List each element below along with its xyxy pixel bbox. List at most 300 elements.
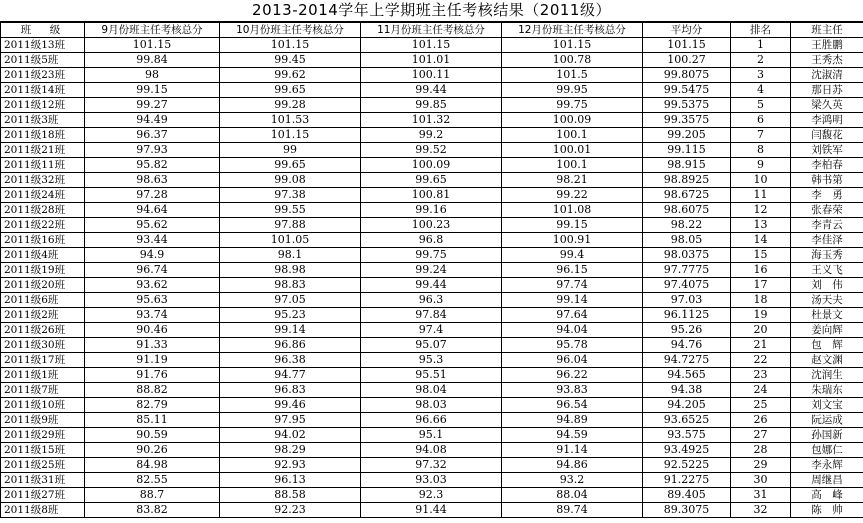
teacher-cell: 闫馥花 <box>791 128 863 143</box>
table-row <box>1 158 863 173</box>
nov-score-cell: 100.09 <box>361 158 502 173</box>
rank-cell: 2 <box>731 53 791 68</box>
teacher-cell: 周继昌 <box>791 473 863 488</box>
class-cell: 2011级1班 <box>1 368 85 383</box>
rank-cell: 31 <box>731 488 791 503</box>
class-cell: 2011级25班 <box>1 458 85 473</box>
oct-score-cell: 94.77 <box>220 368 361 383</box>
oct-score-cell: 101.05 <box>220 233 361 248</box>
teacher-cell: 王义飞 <box>791 263 863 278</box>
rank-cell: 15 <box>731 248 791 263</box>
dec-score-cell: 91.14 <box>502 443 643 458</box>
class-cell: 2011级12班 <box>1 98 85 113</box>
sep-score-cell: 90.46 <box>85 323 220 338</box>
average-cell: 99.3575 <box>643 113 731 128</box>
class-cell: 2011级14班 <box>1 83 85 98</box>
teacher-cell: 汤天夫 <box>791 293 863 308</box>
table-row <box>1 338 863 353</box>
teacher-cell: 高 峰 <box>791 488 863 503</box>
average-cell: 97.4075 <box>643 278 731 293</box>
table-row <box>1 83 863 98</box>
sep-score-cell: 90.59 <box>85 428 220 443</box>
teacher-cell: 张春荣 <box>791 203 863 218</box>
nov-score-cell: 92.3 <box>361 488 502 503</box>
dec-score-cell: 100.01 <box>502 143 643 158</box>
average-cell: 92.5225 <box>643 458 731 473</box>
average-cell: 95.26 <box>643 323 731 338</box>
teacher-cell: 李永辉 <box>791 458 863 473</box>
sep-score-cell: 96.37 <box>85 128 220 143</box>
rank-cell: 26 <box>731 413 791 428</box>
dec-score-cell: 98.21 <box>502 173 643 188</box>
sep-score-cell: 97.93 <box>85 143 220 158</box>
rank-cell: 21 <box>731 338 791 353</box>
oct-score-cell: 96.83 <box>220 383 361 398</box>
nov-score-cell: 100.11 <box>361 68 502 83</box>
average-cell: 99.5475 <box>643 83 731 98</box>
average-cell: 98.05 <box>643 233 731 248</box>
oct-score-cell: 101.15 <box>220 128 361 143</box>
average-cell: 100.27 <box>643 53 731 68</box>
nov-score-cell: 99.44 <box>361 278 502 293</box>
average-cell: 94.205 <box>643 398 731 413</box>
nov-score-cell: 101.32 <box>361 113 502 128</box>
rank-cell: 20 <box>731 323 791 338</box>
oct-score-cell: 96.38 <box>220 353 361 368</box>
dec-score-cell: 96.04 <box>502 353 643 368</box>
rank-cell: 3 <box>731 68 791 83</box>
teacher-cell: 姜向辉 <box>791 323 863 338</box>
class-cell: 2011级26班 <box>1 323 85 338</box>
average-cell: 98.8925 <box>643 173 731 188</box>
rank-cell: 16 <box>731 263 791 278</box>
dec-score-cell: 94.59 <box>502 428 643 443</box>
teacher-cell: 孙国新 <box>791 428 863 443</box>
rank-cell: 1 <box>731 38 791 53</box>
rank-cell: 30 <box>731 473 791 488</box>
average-cell: 99.115 <box>643 143 731 158</box>
average-cell: 93.6525 <box>643 413 731 428</box>
class-cell: 2011级4班 <box>1 248 85 263</box>
results-body <box>1 38 863 518</box>
class-cell: 2011级19班 <box>1 263 85 278</box>
table-row <box>1 413 863 428</box>
rank-cell: 11 <box>731 188 791 203</box>
oct-score-cell: 99 <box>220 143 361 158</box>
header-nov-score: 11月份班主任考核总分 <box>361 23 502 38</box>
oct-score-cell: 97.88 <box>220 218 361 233</box>
oct-score-cell: 96.86 <box>220 338 361 353</box>
class-cell: 2011级20班 <box>1 278 85 293</box>
class-cell: 2011级3班 <box>1 113 85 128</box>
dec-score-cell: 96.54 <box>502 398 643 413</box>
table-row <box>1 128 863 143</box>
table-row <box>1 488 863 503</box>
class-cell: 2011级24班 <box>1 188 85 203</box>
nov-score-cell: 99.85 <box>361 98 502 113</box>
average-cell: 94.76 <box>643 338 731 353</box>
nov-score-cell: 95.51 <box>361 368 502 383</box>
class-cell: 2011级9班 <box>1 413 85 428</box>
rank-cell: 12 <box>731 203 791 218</box>
nov-score-cell: 95.1 <box>361 428 502 443</box>
teacher-cell: 王秀杰 <box>791 53 863 68</box>
dec-score-cell: 100.09 <box>502 113 643 128</box>
teacher-cell: 海玉秀 <box>791 248 863 263</box>
dec-score-cell: 99.75 <box>502 98 643 113</box>
oct-score-cell: 99.28 <box>220 98 361 113</box>
rank-cell: 14 <box>731 233 791 248</box>
oct-score-cell: 101.15 <box>220 38 361 53</box>
header-sep-score: 9月份班主任考核总分 <box>85 23 220 38</box>
table-row <box>1 98 863 113</box>
oct-score-cell: 96.13 <box>220 473 361 488</box>
oct-score-cell: 99.55 <box>220 203 361 218</box>
nov-score-cell: 97.4 <box>361 323 502 338</box>
header-rank: 排名 <box>731 23 791 38</box>
sep-score-cell: 95.82 <box>85 158 220 173</box>
oct-score-cell: 98.83 <box>220 278 361 293</box>
nov-score-cell: 96.8 <box>361 233 502 248</box>
nov-score-cell: 99.44 <box>361 83 502 98</box>
sep-score-cell: 94.64 <box>85 203 220 218</box>
oct-score-cell: 88.58 <box>220 488 361 503</box>
dec-score-cell: 101.15 <box>502 38 643 53</box>
header-row <box>1 23 863 38</box>
teacher-cell: 李青云 <box>791 218 863 233</box>
average-cell: 99.205 <box>643 128 731 143</box>
table-row <box>1 38 863 53</box>
table-row <box>1 473 863 488</box>
average-cell: 96.1125 <box>643 308 731 323</box>
average-cell: 97.7775 <box>643 263 731 278</box>
dec-score-cell: 96.15 <box>502 263 643 278</box>
table-row <box>1 398 863 413</box>
oct-score-cell: 97.05 <box>220 293 361 308</box>
table-row <box>1 428 863 443</box>
teacher-cell: 包 辉 <box>791 338 863 353</box>
rank-cell: 28 <box>731 443 791 458</box>
sep-score-cell: 98.63 <box>85 173 220 188</box>
rank-cell: 19 <box>731 308 791 323</box>
sheet-title: 2013-2014学年上学期班主任考核结果（2011级） <box>0 0 863 22</box>
nov-score-cell: 95.3 <box>361 353 502 368</box>
dec-score-cell: 99.95 <box>502 83 643 98</box>
average-cell: 93.4925 <box>643 443 731 458</box>
class-cell: 2011级28班 <box>1 203 85 218</box>
sep-score-cell: 101.15 <box>85 38 220 53</box>
nov-score-cell: 101.01 <box>361 53 502 68</box>
teacher-cell: 李柏春 <box>791 158 863 173</box>
class-cell: 2011级21班 <box>1 143 85 158</box>
nov-score-cell: 91.44 <box>361 503 502 518</box>
table-row <box>1 53 863 68</box>
class-cell: 2011级18班 <box>1 128 85 143</box>
teacher-cell: 刘文宝 <box>791 398 863 413</box>
sep-score-cell: 95.62 <box>85 218 220 233</box>
header-class: 班 级 <box>1 23 85 38</box>
sep-score-cell: 85.11 <box>85 413 220 428</box>
sep-score-cell: 88.82 <box>85 383 220 398</box>
sep-score-cell: 91.33 <box>85 338 220 353</box>
rank-cell: 27 <box>731 428 791 443</box>
rank-cell: 17 <box>731 278 791 293</box>
dec-score-cell: 96.22 <box>502 368 643 383</box>
results-table <box>0 22 863 518</box>
sep-score-cell: 84.98 <box>85 458 220 473</box>
sep-score-cell: 88.7 <box>85 488 220 503</box>
dec-score-cell: 99.22 <box>502 188 643 203</box>
sep-score-cell: 93.74 <box>85 308 220 323</box>
dec-score-cell: 89.74 <box>502 503 643 518</box>
oct-score-cell: 99.14 <box>220 323 361 338</box>
teacher-cell: 朱瑞东 <box>791 383 863 398</box>
teacher-cell: 包娜仁 <box>791 443 863 458</box>
dec-score-cell: 95.78 <box>502 338 643 353</box>
teacher-cell: 杜景文 <box>791 308 863 323</box>
oct-score-cell: 97.95 <box>220 413 361 428</box>
rank-cell: 18 <box>731 293 791 308</box>
table-row <box>1 458 863 473</box>
class-cell: 2011级22班 <box>1 218 85 233</box>
table-row <box>1 323 863 338</box>
class-cell: 2011级27班 <box>1 488 85 503</box>
nov-score-cell: 93.03 <box>361 473 502 488</box>
teacher-cell: 刘铁军 <box>791 143 863 158</box>
table-row <box>1 263 863 278</box>
average-cell: 94.38 <box>643 383 731 398</box>
sep-score-cell: 83.82 <box>85 503 220 518</box>
dec-score-cell: 94.86 <box>502 458 643 473</box>
dec-score-cell: 100.1 <box>502 128 643 143</box>
rank-cell: 24 <box>731 383 791 398</box>
dec-score-cell: 88.04 <box>502 488 643 503</box>
nov-score-cell: 96.66 <box>361 413 502 428</box>
class-cell: 2011级13班 <box>1 38 85 53</box>
average-cell: 98.0375 <box>643 248 731 263</box>
class-cell: 2011级7班 <box>1 383 85 398</box>
rank-cell: 29 <box>731 458 791 473</box>
rank-cell: 8 <box>731 143 791 158</box>
dec-score-cell: 101.5 <box>502 68 643 83</box>
teacher-cell: 李佳泽 <box>791 233 863 248</box>
header-average: 平均分 <box>643 23 731 38</box>
rank-cell: 22 <box>731 353 791 368</box>
sep-score-cell: 98 <box>85 68 220 83</box>
average-cell: 91.2275 <box>643 473 731 488</box>
table-row <box>1 113 863 128</box>
oct-score-cell: 94.02 <box>220 428 361 443</box>
teacher-cell: 那日苏 <box>791 83 863 98</box>
sep-score-cell: 91.19 <box>85 353 220 368</box>
oct-score-cell: 98.29 <box>220 443 361 458</box>
oct-score-cell: 97.38 <box>220 188 361 203</box>
sep-score-cell: 99.15 <box>85 83 220 98</box>
class-cell: 2011级11班 <box>1 158 85 173</box>
oct-score-cell: 99.46 <box>220 398 361 413</box>
nov-score-cell: 97.84 <box>361 308 502 323</box>
nov-score-cell: 94.08 <box>361 443 502 458</box>
oct-score-cell: 99.45 <box>220 53 361 68</box>
class-cell: 2011级29班 <box>1 428 85 443</box>
oct-score-cell: 99.65 <box>220 158 361 173</box>
table-row <box>1 353 863 368</box>
dec-score-cell: 100.1 <box>502 158 643 173</box>
oct-score-cell: 98.1 <box>220 248 361 263</box>
oct-score-cell: 99.62 <box>220 68 361 83</box>
sep-score-cell: 96.74 <box>85 263 220 278</box>
oct-score-cell: 92.23 <box>220 503 361 518</box>
class-cell: 2011级10班 <box>1 398 85 413</box>
sep-score-cell: 94.49 <box>85 113 220 128</box>
rank-cell: 25 <box>731 398 791 413</box>
class-cell: 2011级15班 <box>1 443 85 458</box>
rank-cell: 23 <box>731 368 791 383</box>
teacher-cell: 阮运成 <box>791 413 863 428</box>
average-cell: 89.3075 <box>643 503 731 518</box>
sep-score-cell: 97.28 <box>85 188 220 203</box>
sep-score-cell: 82.79 <box>85 398 220 413</box>
class-cell: 2011级30班 <box>1 338 85 353</box>
nov-score-cell: 99.75 <box>361 248 502 263</box>
rank-cell: 13 <box>731 218 791 233</box>
teacher-cell: 沈淑清 <box>791 68 863 83</box>
average-cell: 89.405 <box>643 488 731 503</box>
sep-score-cell: 91.76 <box>85 368 220 383</box>
class-cell: 2011级8班 <box>1 503 85 518</box>
table-row <box>1 503 863 518</box>
rank-cell: 9 <box>731 158 791 173</box>
table-row <box>1 368 863 383</box>
teacher-cell: 韩书第 <box>791 173 863 188</box>
header-dec-score: 12月份班主任考核总分 <box>502 23 643 38</box>
rank-cell: 10 <box>731 173 791 188</box>
dec-score-cell: 100.78 <box>502 53 643 68</box>
table-row <box>1 173 863 188</box>
oct-score-cell: 101.53 <box>220 113 361 128</box>
average-cell: 99.5375 <box>643 98 731 113</box>
rank-cell: 6 <box>731 113 791 128</box>
nov-score-cell: 100.23 <box>361 218 502 233</box>
oct-score-cell: 99.65 <box>220 83 361 98</box>
table-row <box>1 248 863 263</box>
table-row <box>1 383 863 398</box>
nov-score-cell: 99.2 <box>361 128 502 143</box>
dec-score-cell: 97.74 <box>502 278 643 293</box>
nov-score-cell: 100.81 <box>361 188 502 203</box>
dec-score-cell: 93.2 <box>502 473 643 488</box>
class-cell: 2011级6班 <box>1 293 85 308</box>
table-row <box>1 203 863 218</box>
dec-score-cell: 101.08 <box>502 203 643 218</box>
average-cell: 98.915 <box>643 158 731 173</box>
class-cell: 2011级32班 <box>1 173 85 188</box>
rank-cell: 7 <box>731 128 791 143</box>
class-cell: 2011级5班 <box>1 53 85 68</box>
rank-cell: 32 <box>731 503 791 518</box>
teacher-cell: 李 勇 <box>791 188 863 203</box>
table-row <box>1 68 863 83</box>
sep-score-cell: 94.9 <box>85 248 220 263</box>
nov-score-cell: 99.52 <box>361 143 502 158</box>
average-cell: 93.575 <box>643 428 731 443</box>
dec-score-cell: 99.14 <box>502 293 643 308</box>
nov-score-cell: 99.24 <box>361 263 502 278</box>
nov-score-cell: 99.16 <box>361 203 502 218</box>
table-row <box>1 443 863 458</box>
average-cell: 94.7275 <box>643 353 731 368</box>
sep-score-cell: 93.62 <box>85 278 220 293</box>
sep-score-cell: 99.27 <box>85 98 220 113</box>
class-cell: 2011级23班 <box>1 68 85 83</box>
rank-cell: 5 <box>731 98 791 113</box>
class-cell: 2011级31班 <box>1 473 85 488</box>
nov-score-cell: 98.03 <box>361 398 502 413</box>
sep-score-cell: 93.44 <box>85 233 220 248</box>
sep-score-cell: 82.55 <box>85 473 220 488</box>
nov-score-cell: 98.04 <box>361 383 502 398</box>
table-row <box>1 278 863 293</box>
dec-score-cell: 100.91 <box>502 233 643 248</box>
class-cell: 2011级2班 <box>1 308 85 323</box>
average-cell: 98.6075 <box>643 203 731 218</box>
nov-score-cell: 95.07 <box>361 338 502 353</box>
nov-score-cell: 101.15 <box>361 38 502 53</box>
class-cell: 2011级16班 <box>1 233 85 248</box>
table-row <box>1 143 863 158</box>
teacher-cell: 刘 伟 <box>791 278 863 293</box>
dec-score-cell: 99.15 <box>502 218 643 233</box>
nov-score-cell: 99.65 <box>361 173 502 188</box>
average-cell: 101.15 <box>643 38 731 53</box>
table-row <box>1 188 863 203</box>
dec-score-cell: 93.83 <box>502 383 643 398</box>
sep-score-cell: 90.26 <box>85 443 220 458</box>
rank-cell: 4 <box>731 83 791 98</box>
teacher-cell: 李鸿明 <box>791 113 863 128</box>
oct-score-cell: 92.93 <box>220 458 361 473</box>
header-teacher: 班主任 <box>791 23 863 38</box>
class-cell: 2011级17班 <box>1 353 85 368</box>
dec-score-cell: 94.89 <box>502 413 643 428</box>
teacher-cell: 赵文渊 <box>791 353 863 368</box>
sep-score-cell: 95.63 <box>85 293 220 308</box>
sep-score-cell: 99.84 <box>85 53 220 68</box>
nov-score-cell: 96.3 <box>361 293 502 308</box>
teacher-cell: 陈 帅 <box>791 503 863 518</box>
table-row <box>1 233 863 248</box>
average-cell: 98.22 <box>643 218 731 233</box>
nov-score-cell: 97.32 <box>361 458 502 473</box>
average-cell: 98.6725 <box>643 188 731 203</box>
teacher-cell: 王胜鹏 <box>791 38 863 53</box>
dec-score-cell: 97.64 <box>502 308 643 323</box>
average-cell: 94.565 <box>643 368 731 383</box>
average-cell: 97.03 <box>643 293 731 308</box>
teacher-cell: 梁久英 <box>791 98 863 113</box>
oct-score-cell: 95.23 <box>220 308 361 323</box>
average-cell: 99.8075 <box>643 68 731 83</box>
table-row <box>1 308 863 323</box>
oct-score-cell: 99.08 <box>220 173 361 188</box>
header-oct-score: 10月份班主任考核总分 <box>220 23 361 38</box>
table-row <box>1 293 863 308</box>
dec-score-cell: 94.04 <box>502 323 643 338</box>
oct-score-cell: 98.98 <box>220 263 361 278</box>
table-row <box>1 218 863 233</box>
teacher-cell: 沈润生 <box>791 368 863 383</box>
dec-score-cell: 99.4 <box>502 248 643 263</box>
